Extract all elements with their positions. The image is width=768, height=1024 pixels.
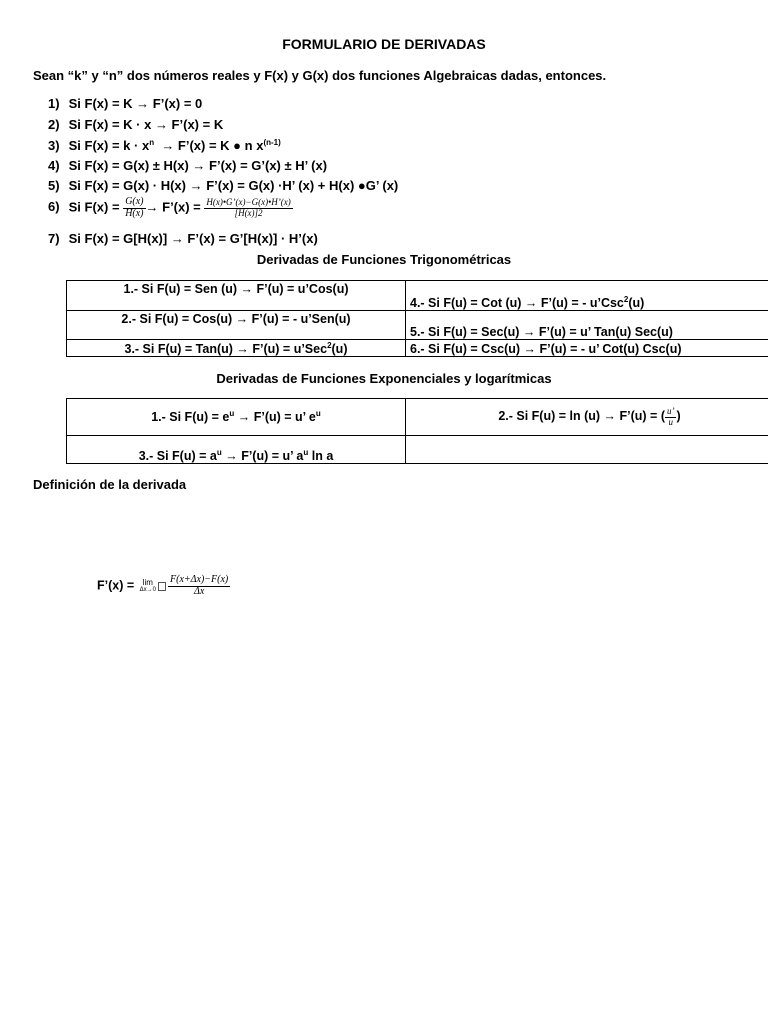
page-title: FORMULARIO DE DERIVADAS [282,36,486,52]
rule-2: 2) Si F(x) = K · x → F’(x) = K [48,117,224,132]
table-row [67,311,768,340]
rule-6-quotient: $\frac{G(x)}{H(x)}$ [125,196,144,219]
exp-heading: Derivadas de Funciones Exponenciales y logarítmicas [216,371,552,386]
table-row [67,340,768,357]
trig-cell-2: 2.- Si F(u) = Cos(u) → F’(u) = - u’Sen(u) [67,311,406,340]
trig-heading: Derivadas de Funciones Trigonométricas [256,252,512,267]
trig-cell-5: 5.- Si F(u) = Sec(u) → F’(u) = u’ Tan(u) Sec(u) [406,311,768,340]
trig-cell-4: 4.- Si F(u) = Cot (u) → F’(u) = - u’Csc$^2$(u) [406,281,768,311]
exp-cell-1: 1.- Si $F(u) = e^u$ → F’(u) = u’ $e^u$ [67,399,406,436]
rule-5-text: Si F(x) = G(x) · H(x) → F’(x) = G(x) ·H’ (x) + H(x) ●G’ (x) [68,178,399,193]
exp-cell-2: 2.- Si F(u) = ln (u) → F’(u) = ( $\frac{u’}{u}$ ) [406,399,768,436]
rule-7: 7) Si F(x) = G[H(x)] → F’(x) = G’[H(x)] · H’(x) [48,231,318,246]
rule-7-text: Si F(x) = G[H(x)] → F’(x) = G’[H(x)] · H’(x) [68,231,318,246]
derivative-definition: F’(x) = lim Δx→0 $\frac{F(x+\Delta x)-F(x)}{\Delta x}$ [97,574,229,597]
definition-heading: Definición de la derivada [33,477,187,492]
difference-quotient: $\frac{F(x+\Delta x)-F(x)}{\Delta x}$ [170,574,229,597]
rule-5: 5) Si F(x) = G(x) · H(x) → F’(x) = G(x) ·H’ (x) + H(x) ●G’ (x) [48,178,399,193]
rule-1-text: Si F(x) = K → F’(x) = 0 [68,96,203,111]
trig-cell-3: 3.- Si F(u) = Tan(u) → F’(u) = u’Sec$^2$(u) [67,340,406,357]
exp-cell-empty [406,436,768,464]
rule-3: 3) Si $F(x) = k \cdot x^n$ → F’(x) = K ● n $x^{(n-1)}$ [48,138,281,153]
rule-4-text: Si F(x) = G(x) ± H(x) → F’(x) = G’(x) ± H’ (x) [68,158,328,173]
trig-table [66,280,768,357]
placeholder-box-icon [158,582,166,591]
table-row [67,436,768,464]
rule-1: 1) Si F(x) = K → F’(x) = 0 [48,96,203,111]
trig-cell-6: 6.- Si F(u) = Csc(u) → F’(u) = - u’ Cot(u) Csc(u) [406,340,768,357]
rule-6: 6) Si F(x) = $\frac{G(x)}{H(x)}$ → F’(x) = $\frac{H(x)•G’(x)-G(x)•H’(x)}{[H(x)]2}$ [48,196,291,219]
trig-cell-1: 1.- Si F(u) = Sen (u) → F’(u) = u’Cos(u) [67,281,406,311]
exp-table [66,398,768,464]
limit-operator: lim Δx→0 [139,578,157,593]
exp-cell-3: 3.- Si $F(u) = a^u$ → F’(u) = u’ $a^u$ ln a [67,436,406,464]
rule-2-text: Si F(x) = K · x → F’(x) = K [68,117,224,132]
table-row [67,281,768,311]
rule-6-derivative: $\frac{H(x)•G’(x)-G(x)•H’(x)}{[H(x)]2}$ [206,197,291,218]
rule-3-text: Si $F(x) = k \cdot x^n$ → F’(x) = K ● n $x^{(n-1)}$ [68,138,281,153]
table-row [67,399,768,436]
rule-4: 4) Si F(x) = G(x) ± H(x) → F’(x) = G’(x) ± H’ (x) [48,158,328,173]
intro-text: Sean “k” y “n” dos números reales y F(x) y G(x) dos funciones Algebraicas dadas, entonces. [33,68,607,83]
